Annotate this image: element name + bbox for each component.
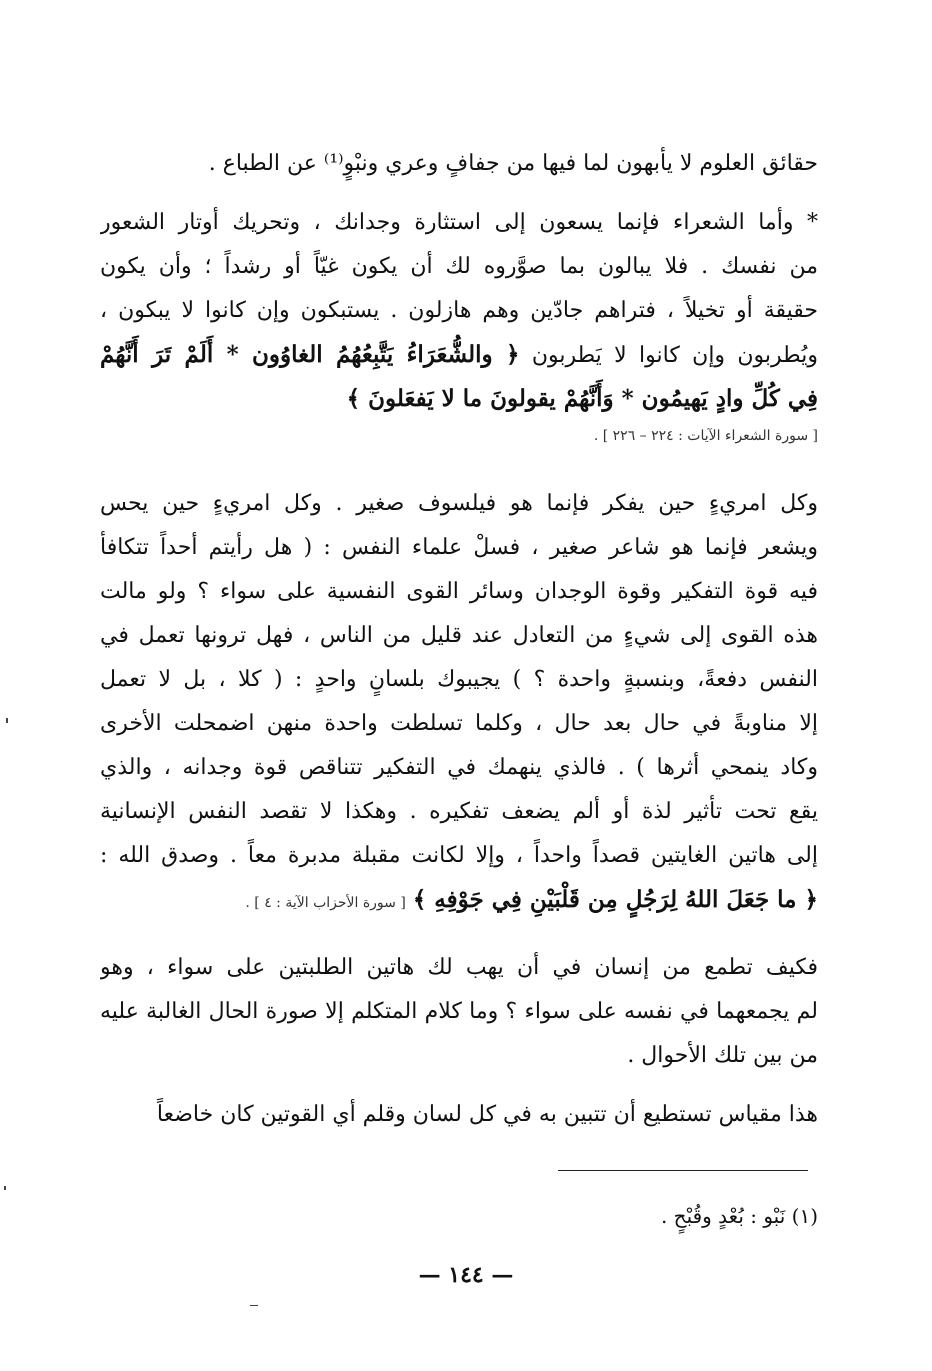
text-line: من نفسك . فلا يبالون بما صوَّروه لك أن يكون غيّاً أو رشداً ؛ وأن يكون xyxy=(100,254,818,279)
quran-verse: ﴿ والشُّعَرَاءُ يَتَّبِعُهُمُ الغاوُون * أَلَمْ تَرَ أَنَّهُمْ xyxy=(100,341,520,368)
paragraph-4 xyxy=(100,946,818,1078)
text-line: وكاد ينمحي أثرها ) . فالذي ينهمك في التفكير تتناقص قوة وجدانه ، والذي xyxy=(100,755,818,780)
scan-speck xyxy=(4,1186,6,1190)
paragraph-1 xyxy=(100,142,818,186)
text-line-with-verse xyxy=(100,333,818,377)
paragraph-3 xyxy=(100,482,818,922)
text-line: يقع تحت تأثير لذة أو ألم يضعف تفكيره . وهكذا لا تقصد النفس الإنسانية xyxy=(100,799,818,824)
paragraph-2 xyxy=(100,201,818,451)
paragraph-5 xyxy=(150,1093,818,1137)
text-line: * وأما الشعراء فإنما يسعون إلى استثارة وجدانك ، وتحريك أوتار الشعور xyxy=(100,210,818,235)
text-line-with-verse xyxy=(100,878,818,922)
text-line: إلا مناوبةً في حال بعد حال ، وكلما تسلطت واحدة منهن اضمحلت الأخرى xyxy=(100,711,818,736)
text-line: النفس دفعةً، وبنسبةٍ واحدة ؟ ) يجيبوك بلسانٍ واحدٍ : ( كلا ، بل لا تعمل xyxy=(100,667,818,692)
line-text: ويُطربون وإن كانوا لا يَطربون xyxy=(531,343,818,368)
text-line: فيه قوة التفكير وقوة الوجدان وسائر القوى النفسية على سواء ؟ ولو مالت xyxy=(100,579,818,604)
text-line: هذه القوى إلى شيءٍ من التعادل عند قليل من الناس ، فهل ترونها تعمل في xyxy=(100,623,818,648)
text-line: لم يجمعهما في نفسه على سواء ؟ وما كلام المتكلم إلا صورة الحال الغالبة عليه xyxy=(100,999,818,1024)
text-line: إلى هاتين الغايتين قصداً واحداً ، وإلا لكانت مقبلة مدبرة معاً . وصدق الله : xyxy=(100,843,818,868)
quran-verse: ﴿ ما جَعَلَ اللهُ لِرَجُلٍ مِن قَلْبَيْنِ فِي جَوْفِهِ ﴾ xyxy=(412,886,818,913)
text-line: هذا مقياس تستطيع أن تتبين به في كل لسان وقلم أي القوتين كان خاضعاً xyxy=(156,1102,818,1127)
quran-verse: فِي كُلِّ وادٍ يَهيمُون * وَأَنَّهُمْ يقولونَ ما لا يَفعَلونَ ﴾ xyxy=(346,385,818,412)
page-number: — ١٤٤ — xyxy=(418,1262,514,1288)
footnote: (١) نَبْو : بُعْدٍ وقُبْحٍ . xyxy=(660,1204,818,1228)
text-line: فكيف تطمع من إنسان في أن يهب لك هاتين الطلبتين على سواء ، وهو xyxy=(100,955,818,980)
verse-reference: [ سورة الشعراء الآيات : ٢٢٤ – ٢٢٦ ] . xyxy=(593,428,818,444)
scan-speck xyxy=(6,718,8,723)
text-line: حقائق العلوم لا يأبهون لما فيها من جفافٍ وعري ونبْوٍ⁽¹⁾ عن الطباع . xyxy=(208,151,818,176)
footnote-separator xyxy=(558,1170,808,1171)
text-line: من بين تلك الأحوال . xyxy=(627,1043,818,1068)
verse-reference: [ سورة الأحزاب الآية : ٤ ] . xyxy=(245,895,406,911)
text-line: وكل امريءٍ حين يفكر فإنما هو فيلسوف صغير . وكل امريءٍ حين يحس xyxy=(100,491,818,516)
scan-speck xyxy=(250,1305,258,1306)
text-line: حقيقة أو تخيلاً ، فتراهم جادّين وهم هازلون . يستبكون وإن كانوا لا يبكون ، xyxy=(100,298,818,323)
text-line: ويشعر فإنما هو شاعر صغير ، فسلْ علماء النفس : ( هل رأيتم أحداً تتكافأ xyxy=(100,535,818,560)
